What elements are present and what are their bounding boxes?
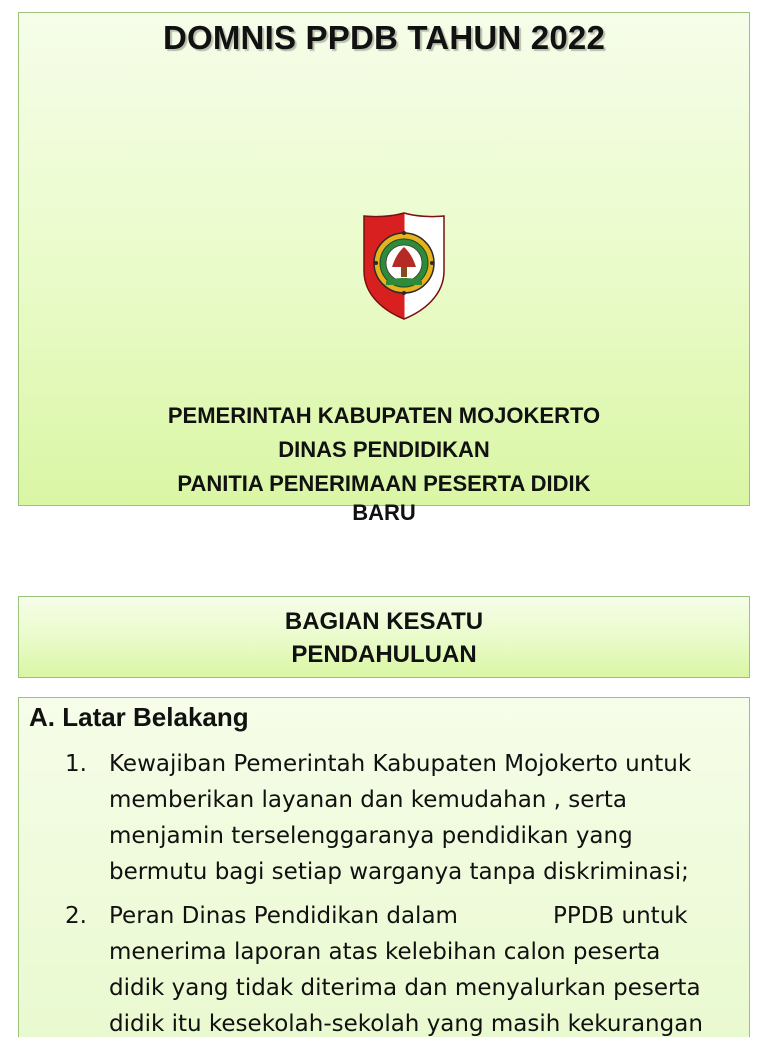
organization-lines xyxy=(19,399,749,527)
item-line: Peran Dinas Pendidikan dalam PPDB untuk xyxy=(109,903,688,929)
item-line: memberikan layanan dan kemudahan , serta xyxy=(109,787,627,813)
item-line: didik itu kesekolah-sekolah yang masih kekurangan xyxy=(109,1011,703,1037)
item-line: Kewajiban Pemerintah Kabupaten Mojokerto untuk xyxy=(109,751,692,777)
mojokerto-emblem-icon xyxy=(362,211,446,321)
item-line: menjamin terselenggaranya pendidikan yang xyxy=(109,823,633,849)
item-line: bermutu bagi setiap warganya tanpa diskriminasi; xyxy=(109,859,689,885)
slide-title: DOMNIS PPDB TAHUN 2022 xyxy=(162,19,606,56)
section-part: BAGIAN KESATU xyxy=(284,608,484,635)
org-line-2: DINAS PENDIDIKAN xyxy=(278,437,490,462)
item-number: 1. xyxy=(65,751,87,777)
org-line-4: BARU xyxy=(352,500,416,525)
content-heading: A. Latar Belakang xyxy=(29,702,249,732)
point-list xyxy=(19,746,719,1050)
section-title: PENDAHULUAN xyxy=(291,641,477,668)
content-slide xyxy=(18,697,750,1037)
list-item xyxy=(19,898,719,1042)
item-line: didik yang tidak diterima dan menyalurkan peserta xyxy=(109,975,701,1001)
item-line: menerima laporan atas kelebihan calon peserta xyxy=(109,939,661,965)
item-number: 2. xyxy=(65,903,87,929)
org-line-1: PEMERINTAH KABUPATEN MOJOKERTO xyxy=(167,403,601,428)
org-line-3: PANITIA PENERIMAAN PESERTA DIDIK xyxy=(177,471,591,496)
cover-slide xyxy=(18,12,750,525)
section-header xyxy=(18,596,750,678)
list-item xyxy=(19,746,719,890)
